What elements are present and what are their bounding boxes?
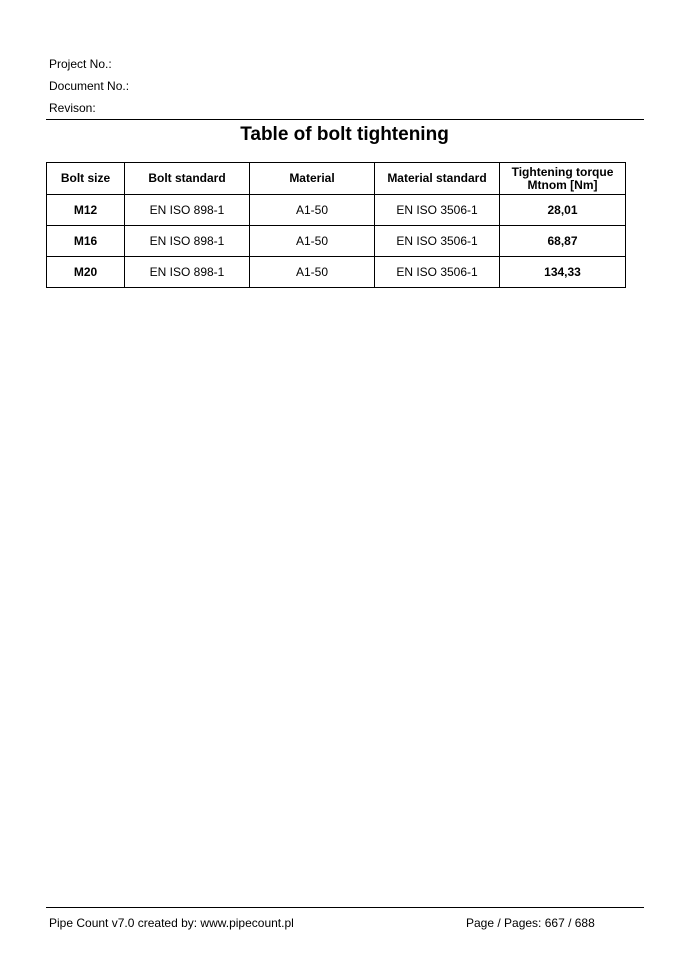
footer-page-counter: Page / Pages: 667 / 688 (466, 916, 595, 930)
table-row (47, 257, 626, 288)
cell-torque: 28,01 (500, 195, 626, 226)
footer-divider (46, 907, 644, 908)
cell-bolt-size: M12 (47, 195, 125, 226)
cell-material: A1-50 (250, 257, 375, 288)
project-no-label: Project No.: (49, 57, 112, 71)
header-divider (46, 119, 644, 120)
cell-material-standard: EN ISO 3506-1 (375, 226, 500, 257)
cell-bolt-size: M20 (47, 257, 125, 288)
table-row (47, 226, 626, 257)
torque-header-line1: Tightening torque (511, 164, 614, 179)
cell-torque: 134,33 (500, 257, 626, 288)
col-header-bolt-standard: Bolt standard (125, 163, 250, 195)
col-header-material-standard: Material standard (375, 163, 500, 195)
cell-bolt-size: M16 (47, 226, 125, 257)
table-header-row (47, 163, 626, 195)
cell-material-standard: EN ISO 3506-1 (375, 195, 500, 226)
cell-torque: 68,87 (500, 226, 626, 257)
revision-label: Revison: (49, 101, 96, 115)
page-title: Table of bolt tightening (240, 124, 449, 145)
cell-material: A1-50 (250, 226, 375, 257)
cell-bolt-standard: EN ISO 898-1 (125, 257, 250, 288)
col-header-bolt-size: Bolt size (47, 163, 125, 195)
bolt-tightening-table (46, 162, 626, 288)
col-header-tightening-torque (500, 163, 626, 195)
cell-material-standard: EN ISO 3506-1 (375, 257, 500, 288)
cell-bolt-standard: EN ISO 898-1 (125, 226, 250, 257)
col-header-material: Material (250, 163, 375, 195)
cell-material: A1-50 (250, 195, 375, 226)
table-row (47, 195, 626, 226)
torque-header-line2: Mtnom [Nm] (527, 177, 598, 192)
cell-bolt-standard: EN ISO 898-1 (125, 195, 250, 226)
document-no-label: Document No.: (49, 79, 130, 93)
footer-credit: Pipe Count v7.0 created by: www.pipecount.pl (49, 916, 294, 930)
